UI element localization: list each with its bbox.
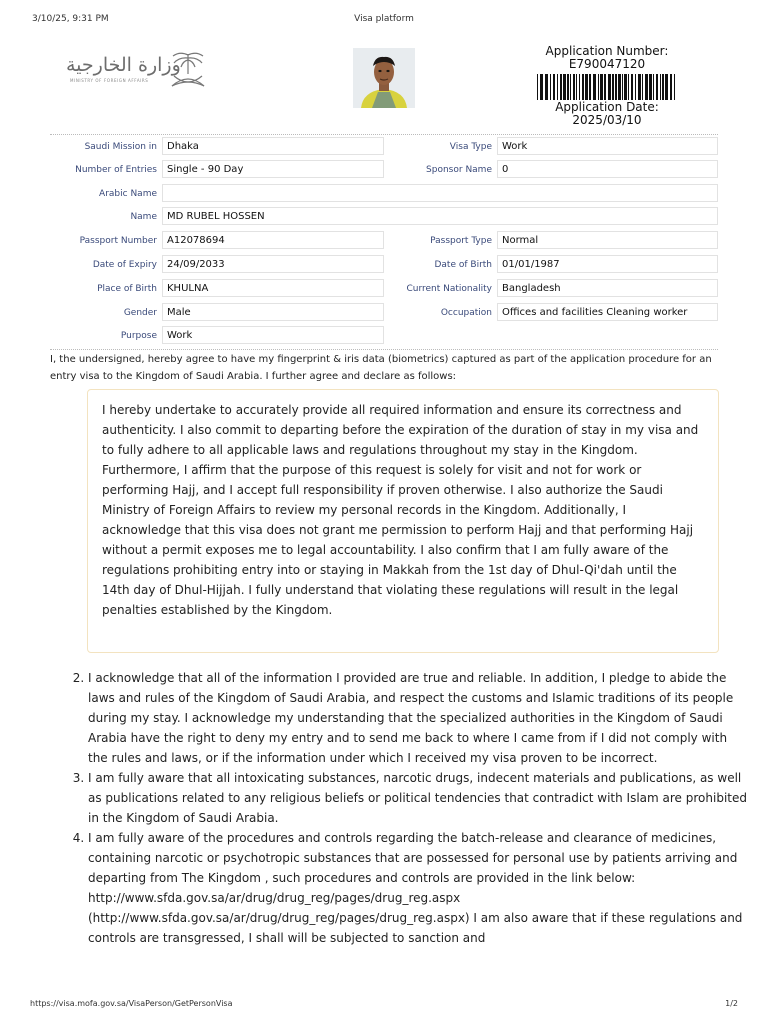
declaration-list	[56, 668, 750, 948]
visa-type-label: Visa Type	[449, 142, 492, 152]
application-date-label: Application Date:	[555, 100, 659, 114]
undertaking-text: I hereby undertake to accurately provide all required information and ensure its correctness and authenticity. I also commit to departing before the expiration of the duration of stay in my visa and to fully adhere to all applicable laws and regulations throughout my stay in the Kingdom. Furthermore, I affirm that the purpose of this request is solely for visit and not for work or performing Hajj, and I accept full responsibility if proven otherwise. I also authorize the Saudi Ministry of Foreign Affairs to review my personal records in the Kingdom. Additionally, I acknowledge that this visa does not grant me permission to perform Hajj and that performing Hajj without a permit exposes me to legal accountability. I also confirm that I am fully aware of the regulations prohibiting entry into or staying in Makkah from the 1st day of Dhul-Qi'dah until the 14th day of Dhul-Hijjah. I fully understand that violating these regulations will result in the legal penalties established by the Kingdom.	[102, 403, 699, 617]
applicant-photo	[353, 48, 415, 108]
purpose-field: Work	[162, 326, 384, 344]
occupation-label: Occupation	[440, 308, 492, 318]
palm-swords-emblem-icon	[166, 48, 210, 90]
occupation-field: Offices and facilities Cleaning worker	[497, 303, 718, 321]
print-timestamp: 3/10/25, 9:31 PM	[32, 14, 109, 24]
passport-type-field: Normal	[497, 231, 718, 249]
declaration-item-2: 2. I acknowledge that all of the information I provided are true and reliable. In addition, I pledge to abide the laws and rules of the Kingdom of Saudi Arabia, and respect the customs and Islamic traditions of its people during my stay. I acknowledge my understanding that the specialized authorities in the Kingdom of Saudi Arabia have the right to deny my entry and to send me back to where I came from if I did not comply with the rules and laws, or if the information under which I received my visa proven to be incorrect.	[88, 668, 750, 768]
dob-label: Date of Birth	[434, 260, 492, 270]
gender-label: Gender	[123, 308, 157, 318]
print-url: https://visa.mofa.gov.sa/VisaPerson/GetPersonVisa	[30, 999, 233, 1008]
arabic-name-field	[162, 184, 718, 202]
barcode	[536, 74, 678, 100]
form-top-divider	[50, 134, 718, 135]
mission-label: Saudi Mission in	[84, 142, 157, 152]
sponsor-field: 0	[497, 160, 718, 178]
birth-place-field: KHULNA	[162, 279, 384, 297]
ministry-logo	[66, 48, 210, 90]
passport-number-field: A12078694	[162, 231, 384, 249]
application-number-label: Application Number:	[545, 44, 669, 58]
sponsor-label: Sponsor Name	[426, 165, 492, 175]
nationality-field: Bangladesh	[497, 279, 718, 297]
declaration-item-4: 4. I am fully aware of the procedures and controls regarding the batch-release and clearance of medicines, containing narcotic or psychotropic substances that are possessed for personal use by patients arriving and departing from The Kingdom , such procedures and controls are provided in the link below: http://www.sfda.gov.sa/ar/drug/drug_reg/pages/drug_reg.aspx (http://www.sfda.gov.sa/ar/drug/drug_reg/pages/drug_reg.aspx) I am also aware that if these regulations and controls are transgressed, I shall will be subjected to sanction and	[88, 828, 750, 948]
application-number: E790047120	[568, 57, 646, 71]
birth-place-label: Place of Birth	[97, 284, 157, 294]
expiry-field: 24/09/2033	[162, 255, 384, 273]
entries-label: Number of Entries	[75, 165, 157, 175]
entries-field: Single - 90 Day	[162, 160, 384, 178]
name-field: MD RUBEL HOSSEN	[162, 207, 718, 225]
gender-field: Male	[162, 303, 384, 321]
declaration-item-3: 3. I am fully aware that all intoxicating substances, narcotic drugs, indecent materials and publications, as well as publications related to any religious beliefs or political tendencies that contradict with Islam are prohibited in the Kingdom of Saudi Arabia.	[88, 768, 750, 828]
arabic-name-label: Arabic Name	[99, 189, 157, 199]
passport-number-label: Passport Number	[79, 236, 157, 246]
visa-type-field: Work	[497, 137, 718, 155]
undertaking-box	[87, 389, 719, 653]
application-date-block	[527, 101, 687, 127]
purpose-label: Purpose	[120, 331, 157, 341]
biometrics-consent-text: I, the undersigned, hereby agree to have my fingerprint & iris data (biometrics) captured as part of the application procedure for an entry visa to the Kingdom of Saudi Arabia. I further agree and declare as follows:	[50, 354, 712, 382]
application-date: 2025/03/10	[572, 113, 642, 127]
application-number-block	[527, 45, 687, 71]
form-bottom-divider	[50, 349, 718, 350]
logo-arabic-text: وزارة الخارجية	[66, 54, 181, 76]
print-page-number: 1/2	[725, 999, 738, 1008]
passport-type-label: Passport Type	[430, 236, 492, 246]
nationality-label: Current Nationality	[406, 284, 492, 294]
dob-field: 01/01/1987	[497, 255, 718, 273]
expiry-label: Date of Expiry	[92, 260, 157, 270]
name-label: Name	[130, 212, 157, 222]
print-page-title: Visa platform	[354, 14, 414, 24]
mission-field: Dhaka	[162, 137, 384, 155]
logo-english-text: MINISTRY OF FOREIGN AFFAIRS	[70, 78, 149, 83]
